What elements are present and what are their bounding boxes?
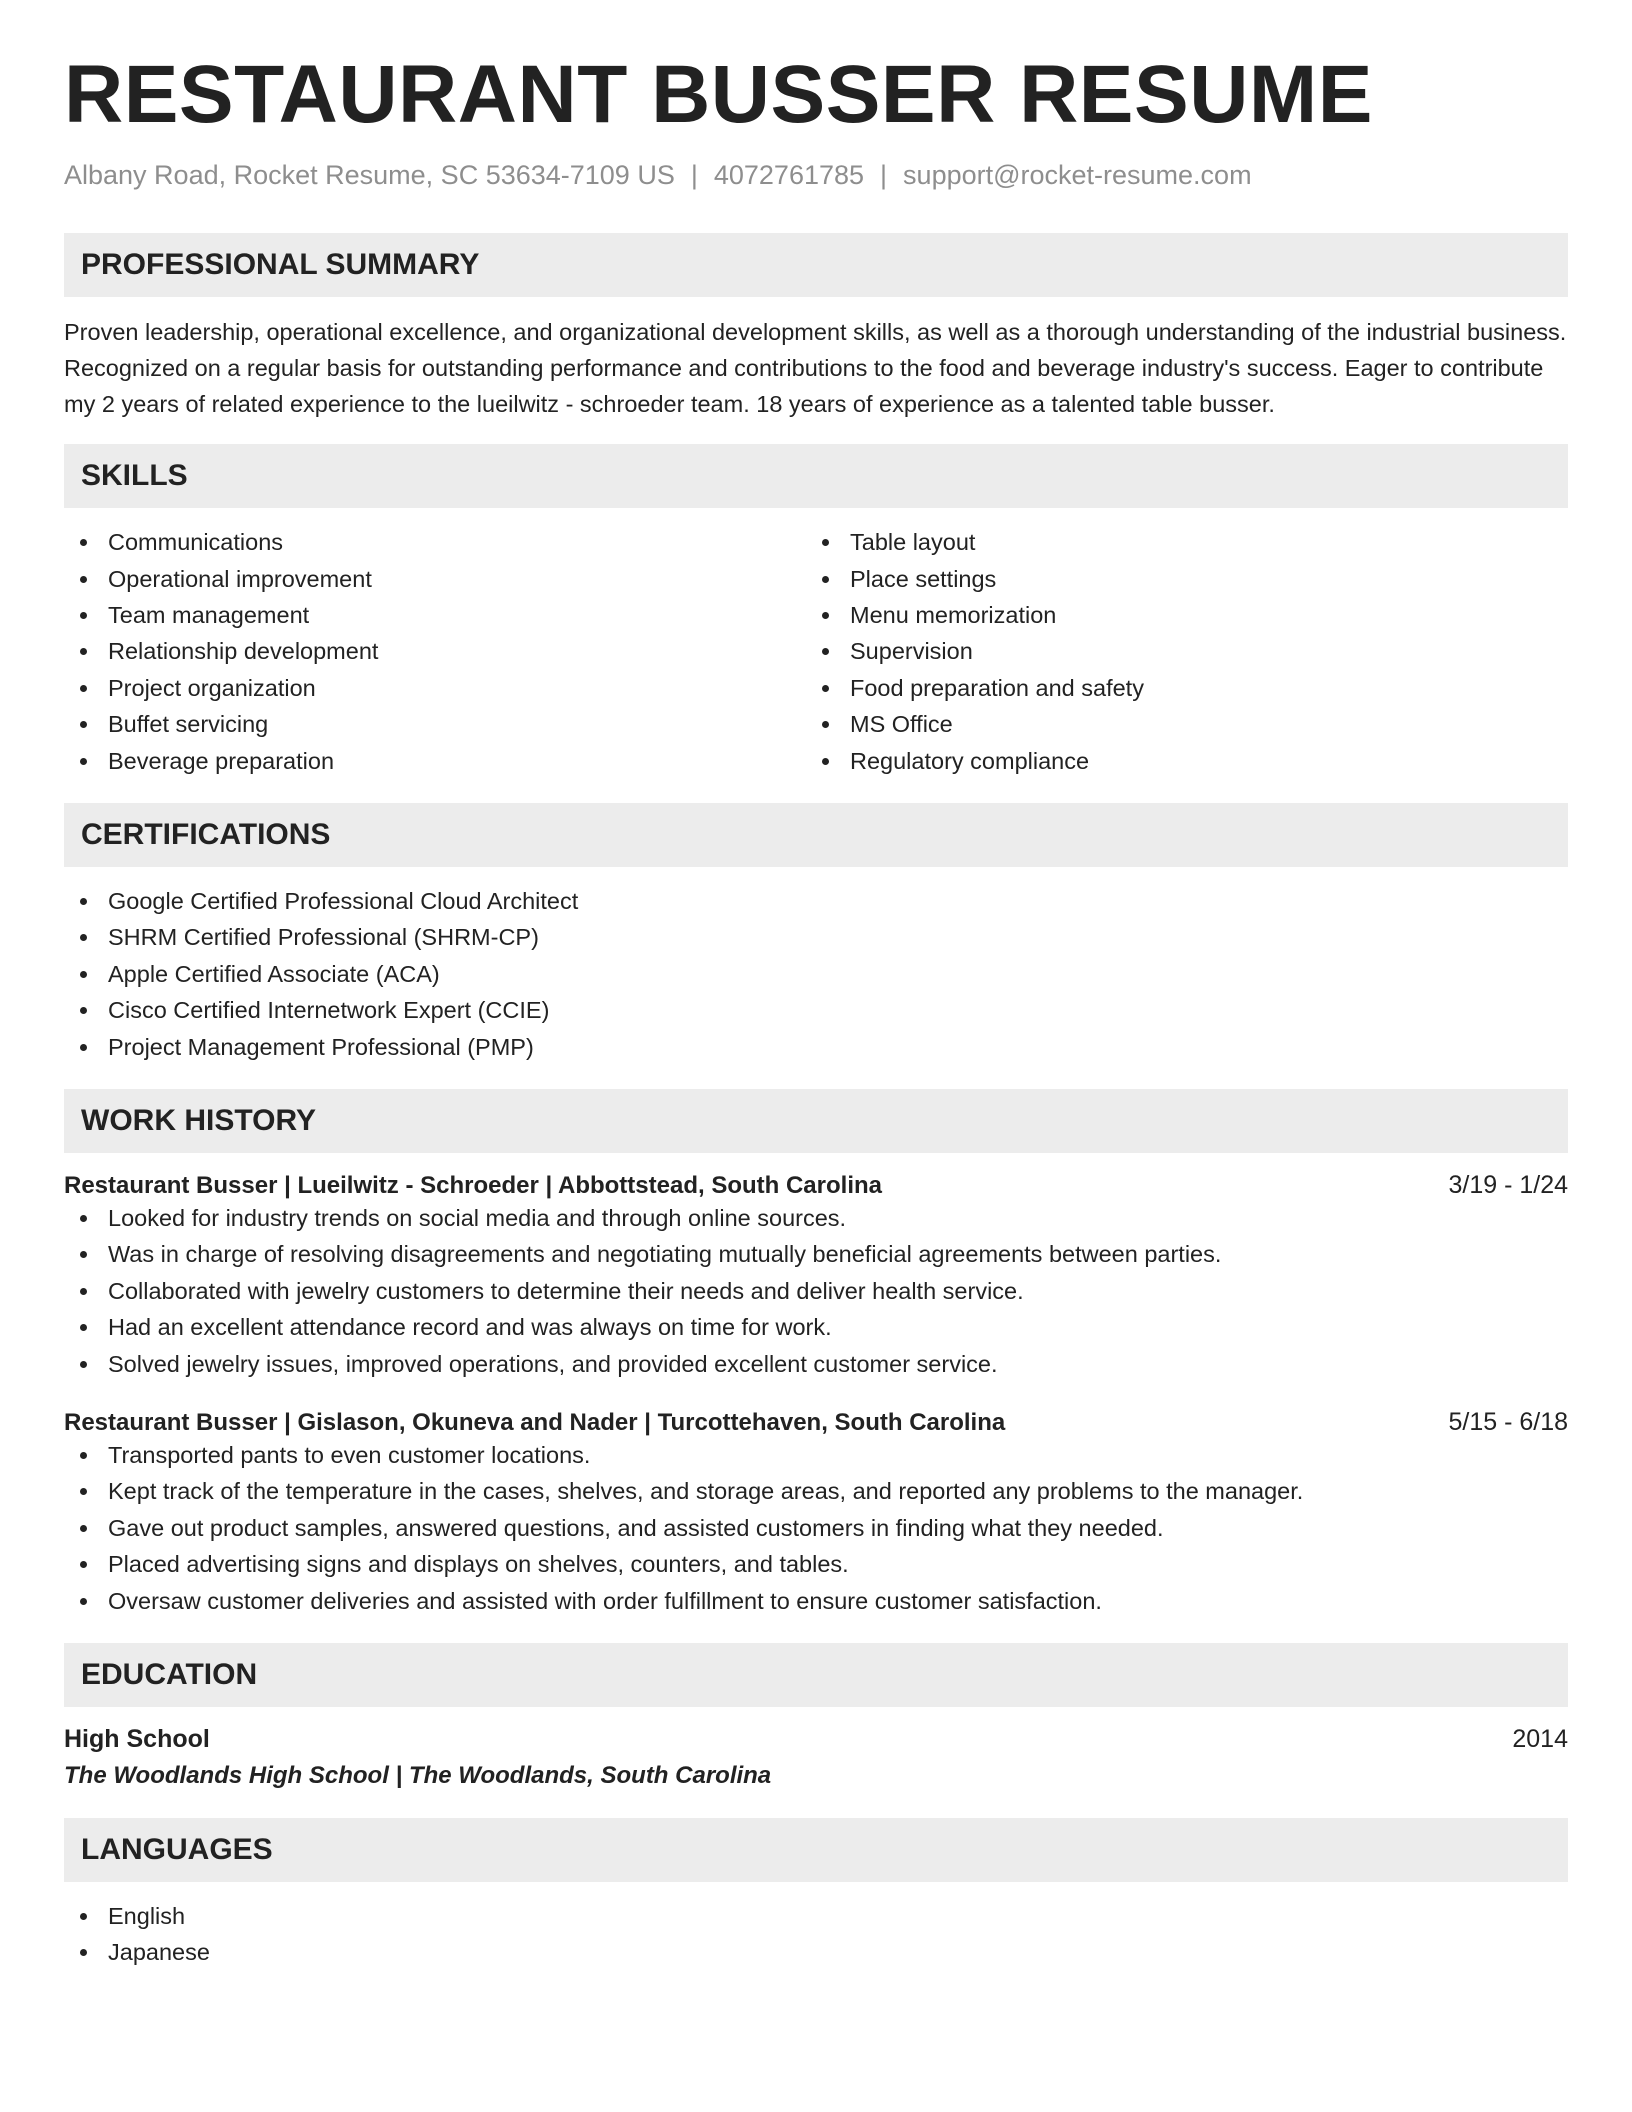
- list-item: Project Management Professional (PMP): [64, 1029, 1568, 1065]
- job-dates: 5/15 - 6/18: [1448, 1408, 1568, 1436]
- list-item: Relationship development: [64, 633, 806, 669]
- address: Albany Road, Rocket Resume, SC 53634-7109 US: [64, 160, 675, 191]
- education-school: The Woodlands High School | The Woodlands, South Carolina: [64, 1762, 772, 1790]
- job-title: Restaurant Busser | Lueilwitz - Schroeder | Abbottstead, South Carolina: [64, 1171, 882, 1199]
- list-item: Looked for industry trends on social media and through online sources.: [64, 1200, 1568, 1236]
- certifications-list: [64, 883, 1568, 1065]
- list-item: Transported pants to even customer locations.: [64, 1437, 1568, 1473]
- list-item: Beverage preparation: [64, 743, 806, 779]
- section-heading-certifications: CERTIFICATIONS: [64, 803, 1568, 867]
- list-item: Regulatory compliance: [806, 743, 1548, 779]
- section-heading-languages: LANGUAGES: [64, 1818, 1568, 1882]
- summary-text: Proven leadership, operational excellence, and organizational development skills, as well as a thorough understanding of the industrial business. Recognized on a regular basis for outstanding performance and contributions to the food and beverage industry's success. Eager to contribute my 2 years of related experience to the lueilwitz - schroeder team. 18 years of experience as a talented table busser.: [64, 319, 1567, 418]
- contact-separator: |: [880, 160, 888, 191]
- list-item: Food preparation and safety: [806, 670, 1548, 706]
- contact-line: [64, 160, 1568, 191]
- list-item: Communications: [64, 524, 806, 560]
- list-item: Supervision: [806, 633, 1548, 669]
- list-item: Oversaw customer deliveries and assisted with order fulfillment to ensure customer satisfaction.: [64, 1583, 1568, 1619]
- job-duties-list: [64, 1437, 1568, 1619]
- list-item: Buffet servicing: [64, 706, 806, 742]
- section-heading-work-history: WORK HISTORY: [64, 1089, 1568, 1153]
- list-item: Gave out product samples, answered questions, and assisted customers in finding what they needed.: [64, 1510, 1568, 1546]
- list-item: Project organization: [64, 670, 806, 706]
- list-item: Was in charge of resolving disagreements and negotiating mutually beneficial agreements between parties.: [64, 1236, 1568, 1272]
- list-item: Had an excellent attendance record and was always on time for work.: [64, 1309, 1568, 1345]
- email: support@rocket-resume.com: [903, 160, 1252, 191]
- list-item: Menu memorization: [806, 597, 1548, 633]
- job-title: Restaurant Busser | Gislason, Okuneva and Nader | Turcottehaven, South Carolina: [64, 1409, 1006, 1436]
- list-item: English: [64, 1898, 1568, 1934]
- list-item: Cisco Certified Internetwork Expert (CCIE): [64, 992, 1568, 1028]
- list-item: MS Office: [806, 706, 1548, 742]
- phone: 4072761785: [713, 160, 865, 191]
- list-item: Kept track of the temperature in the cases, shelves, and storage areas, and reported any problems to the manager.: [64, 1473, 1568, 1509]
- list-item: Japanese: [64, 1934, 1568, 1970]
- list-item: Operational improvement: [64, 561, 806, 597]
- job-duties-list: [64, 1200, 1568, 1382]
- languages-list: [64, 1898, 1568, 1971]
- list-item: SHRM Certified Professional (SHRM-CP): [64, 919, 1568, 955]
- job-header: [64, 1171, 1568, 1200]
- skills-list-right: [806, 524, 1548, 779]
- section-heading-education: EDUCATION: [64, 1643, 1568, 1707]
- list-item: Solved jewelry issues, improved operations, and provided excellent customer service.: [64, 1346, 1568, 1382]
- education-degree: High School: [64, 1725, 210, 1754]
- skills-list-left: [64, 524, 806, 779]
- list-item: Team management: [64, 597, 806, 633]
- education-year: 2014: [1512, 1725, 1568, 1754]
- contact-separator: |: [690, 160, 698, 191]
- skills-columns: [64, 524, 1568, 779]
- education-header: [64, 1725, 1568, 1754]
- list-item: Placed advertising signs and displays on shelves, counters, and tables.: [64, 1546, 1568, 1582]
- list-item: Google Certified Professional Cloud Architect: [64, 883, 1568, 919]
- list-item: Place settings: [806, 561, 1548, 597]
- list-item: Collaborated with jewelry customers to determine their needs and deliver health service.: [64, 1273, 1568, 1309]
- job-header: [64, 1408, 1568, 1437]
- list-item: Table layout: [806, 524, 1548, 560]
- resume-title: RESTAURANT BUSSER RESUME: [64, 49, 1373, 140]
- section-heading-summary: PROFESSIONAL SUMMARY: [64, 233, 1568, 297]
- section-heading-skills: SKILLS: [64, 444, 1568, 508]
- job-dates: 3/19 - 1/24: [1448, 1170, 1568, 1199]
- list-item: Apple Certified Associate (ACA): [64, 956, 1568, 992]
